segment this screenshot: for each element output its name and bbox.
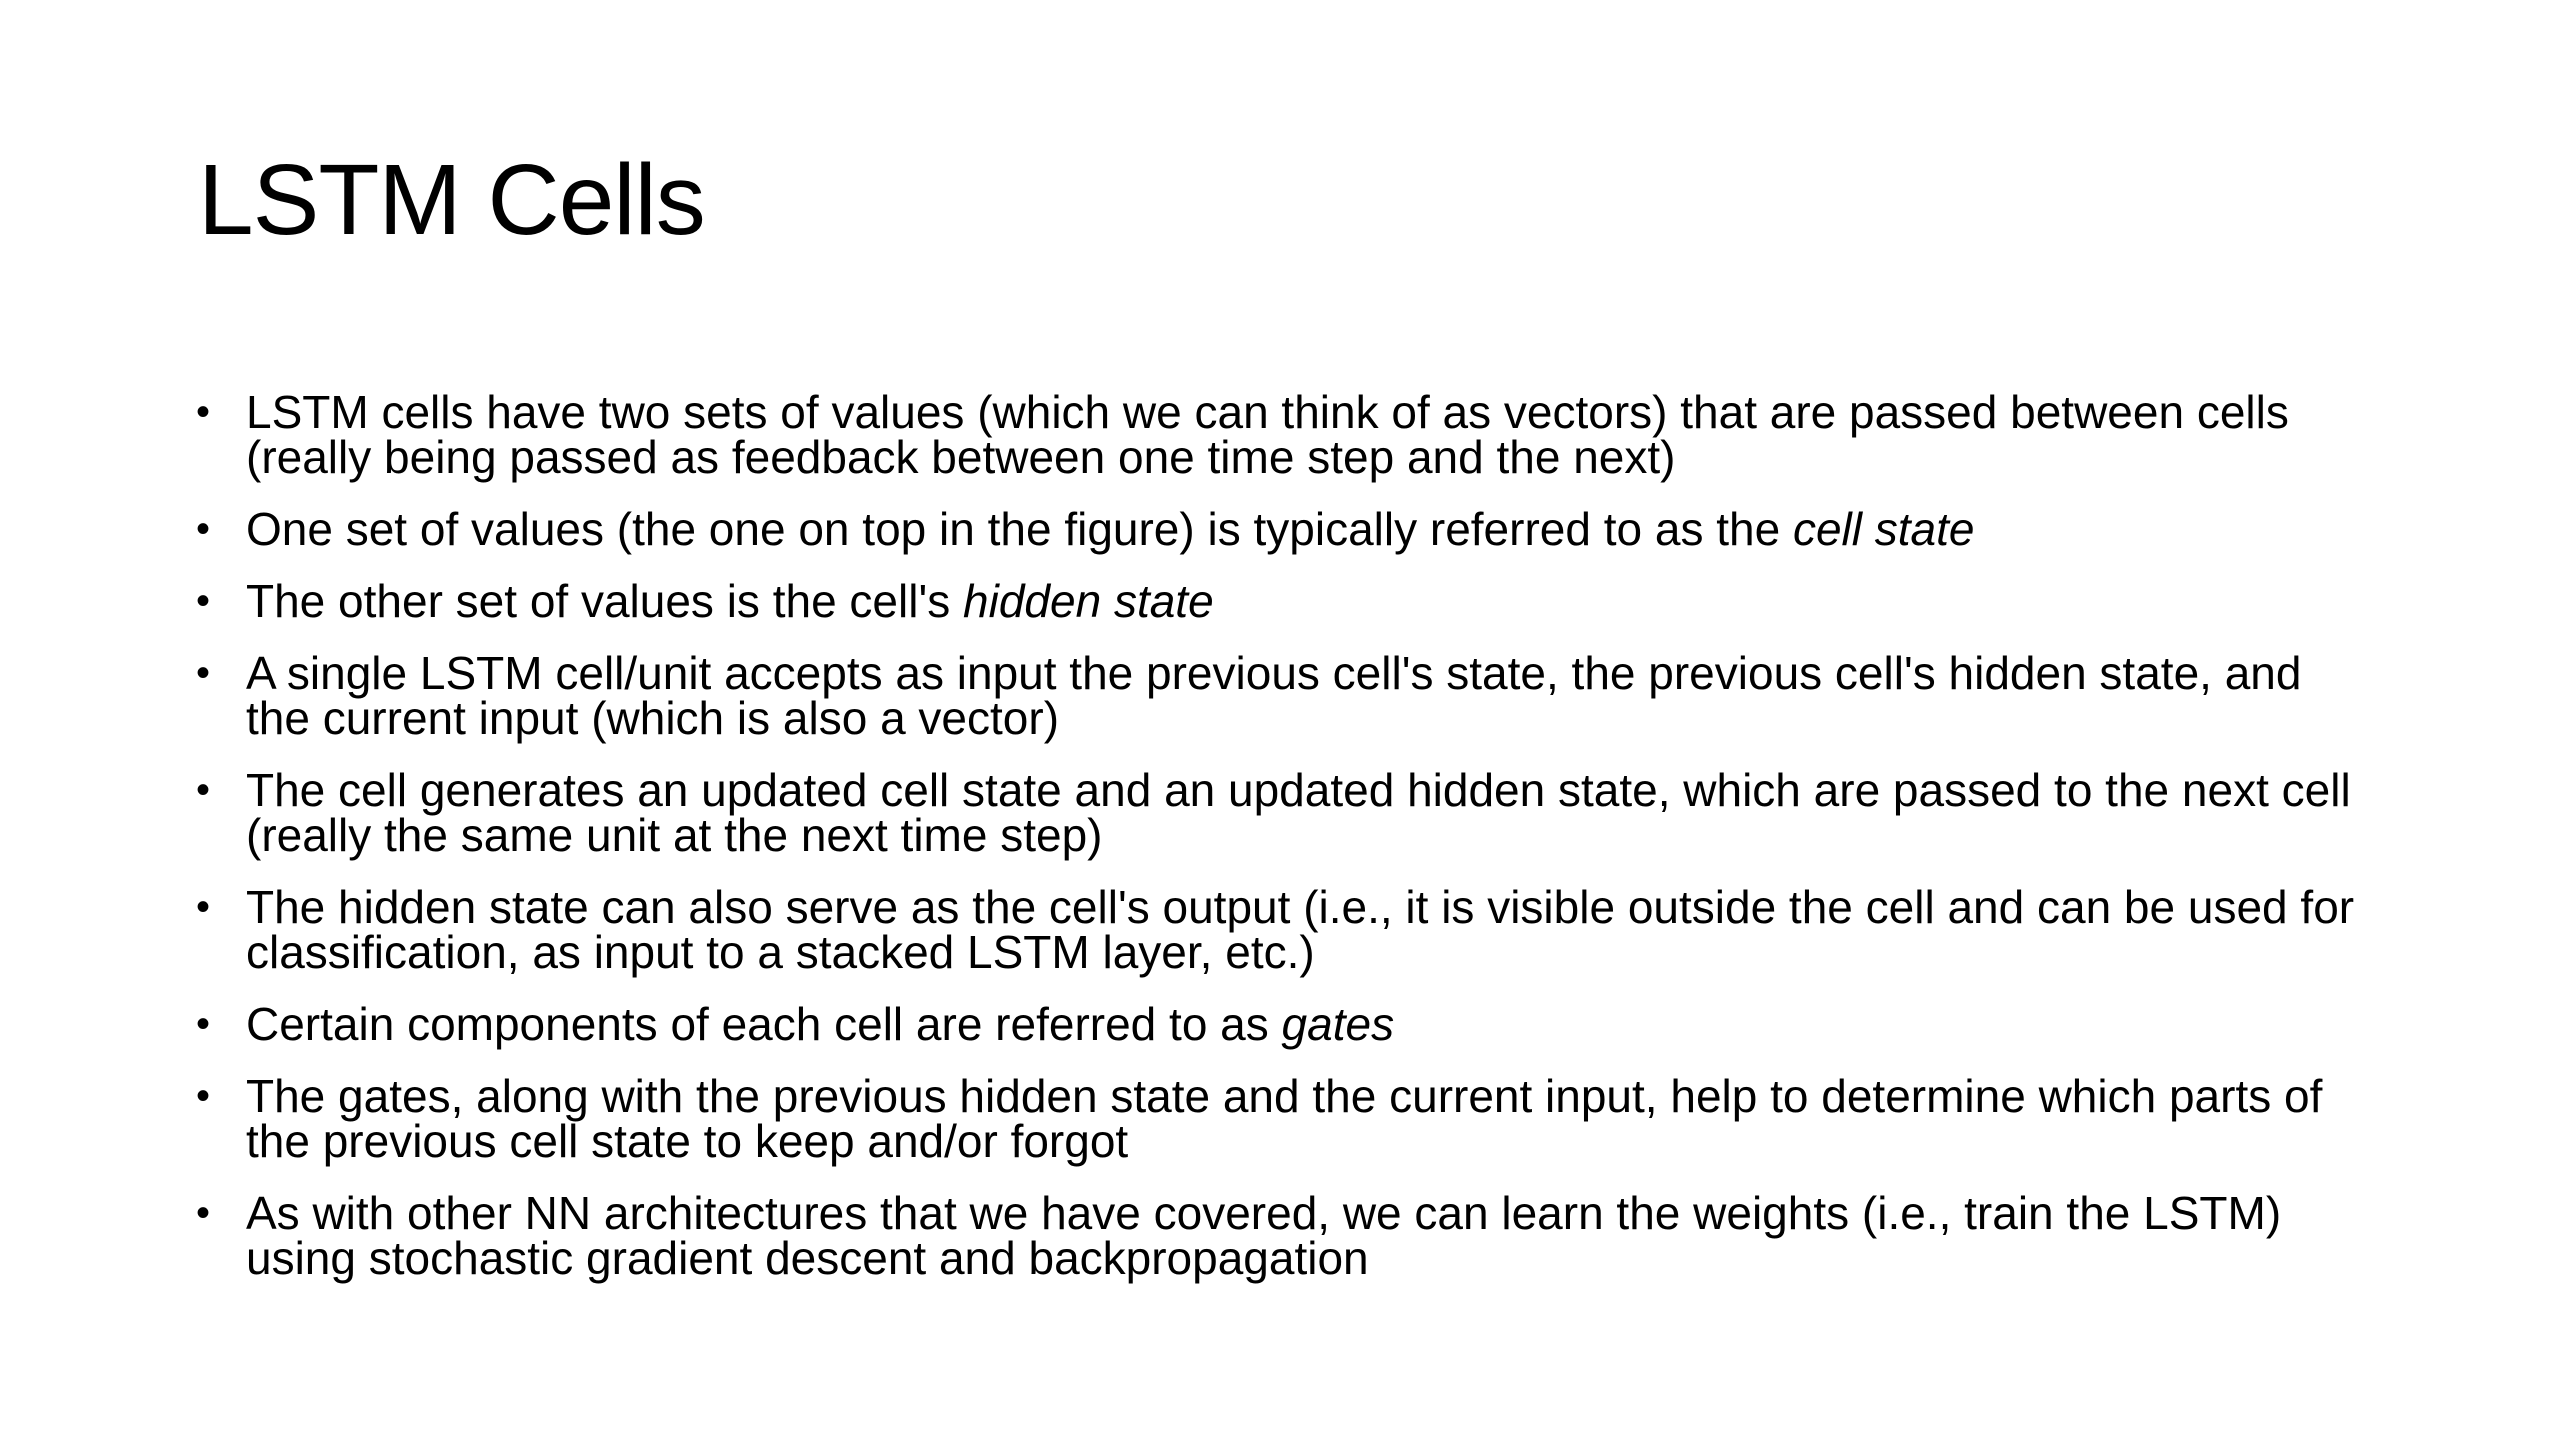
bullet-marker: •: [196, 768, 211, 812]
bullet-marker: •: [196, 885, 211, 929]
bullet-text: One set of values (the one on top in the figure) is typically referred to as the: [246, 503, 1793, 555]
bullet-item: [196, 881, 2376, 978]
bullet-item: [196, 647, 2376, 744]
bullet-list: [196, 386, 2376, 1308]
bullet-marker: •: [196, 651, 211, 695]
slide-title: LSTM Cells: [198, 144, 705, 256]
bullet-marker: •: [196, 507, 211, 551]
bullet-item: [196, 503, 2376, 555]
bullet-marker: •: [196, 579, 211, 623]
bullet-emphasis: hidden state: [963, 575, 1214, 627]
bullet-text: The other set of values is the cell's: [246, 575, 964, 627]
bullet-text: A single LSTM cell/unit accepts as input the previous cell's state, the previous cell's hidden state, and the current input (which is also a vector): [246, 647, 2302, 744]
bullet-marker: •: [196, 1191, 211, 1235]
bullet-item: [196, 575, 2376, 627]
bullet-text: LSTM cells have two sets of values (which we can think of as vectors) that are passed between cells (really being passed as feedback between one time step and the next): [246, 386, 2289, 483]
bullet-item: [196, 1070, 2376, 1167]
bullet-item: [196, 386, 2376, 483]
bullet-marker: •: [196, 1074, 211, 1118]
bullet-text: Certain components of each cell are referred to as: [246, 998, 1282, 1050]
bullet-item: [196, 998, 2376, 1050]
bullet-emphasis: cell state: [1792, 503, 1975, 555]
bullet-marker: •: [196, 1002, 211, 1046]
bullet-text: The cell generates an updated cell state and an updated hidden state, which are passed to the next cell (really the same unit at the next time step): [246, 764, 2351, 861]
bullet-marker: •: [196, 390, 211, 434]
bullet-emphasis: gates: [1281, 998, 1395, 1050]
bullet-text: As with other NN architectures that we have covered, we can learn the weights (i.e., train the LSTM) using stochastic gradient descent and backpropagation: [246, 1187, 2282, 1284]
bullet-text: The gates, along with the previous hidden state and the current input, help to determine which parts of the previous cell state to keep and/or forgot: [246, 1070, 2323, 1167]
bullet-item: [196, 1187, 2376, 1284]
bullet-text: The hidden state can also serve as the cell's output (i.e., it is visible outside the cell and can be used for classification, as input to a stacked LSTM layer, etc.): [246, 881, 2355, 978]
bullet-item: [196, 764, 2376, 861]
